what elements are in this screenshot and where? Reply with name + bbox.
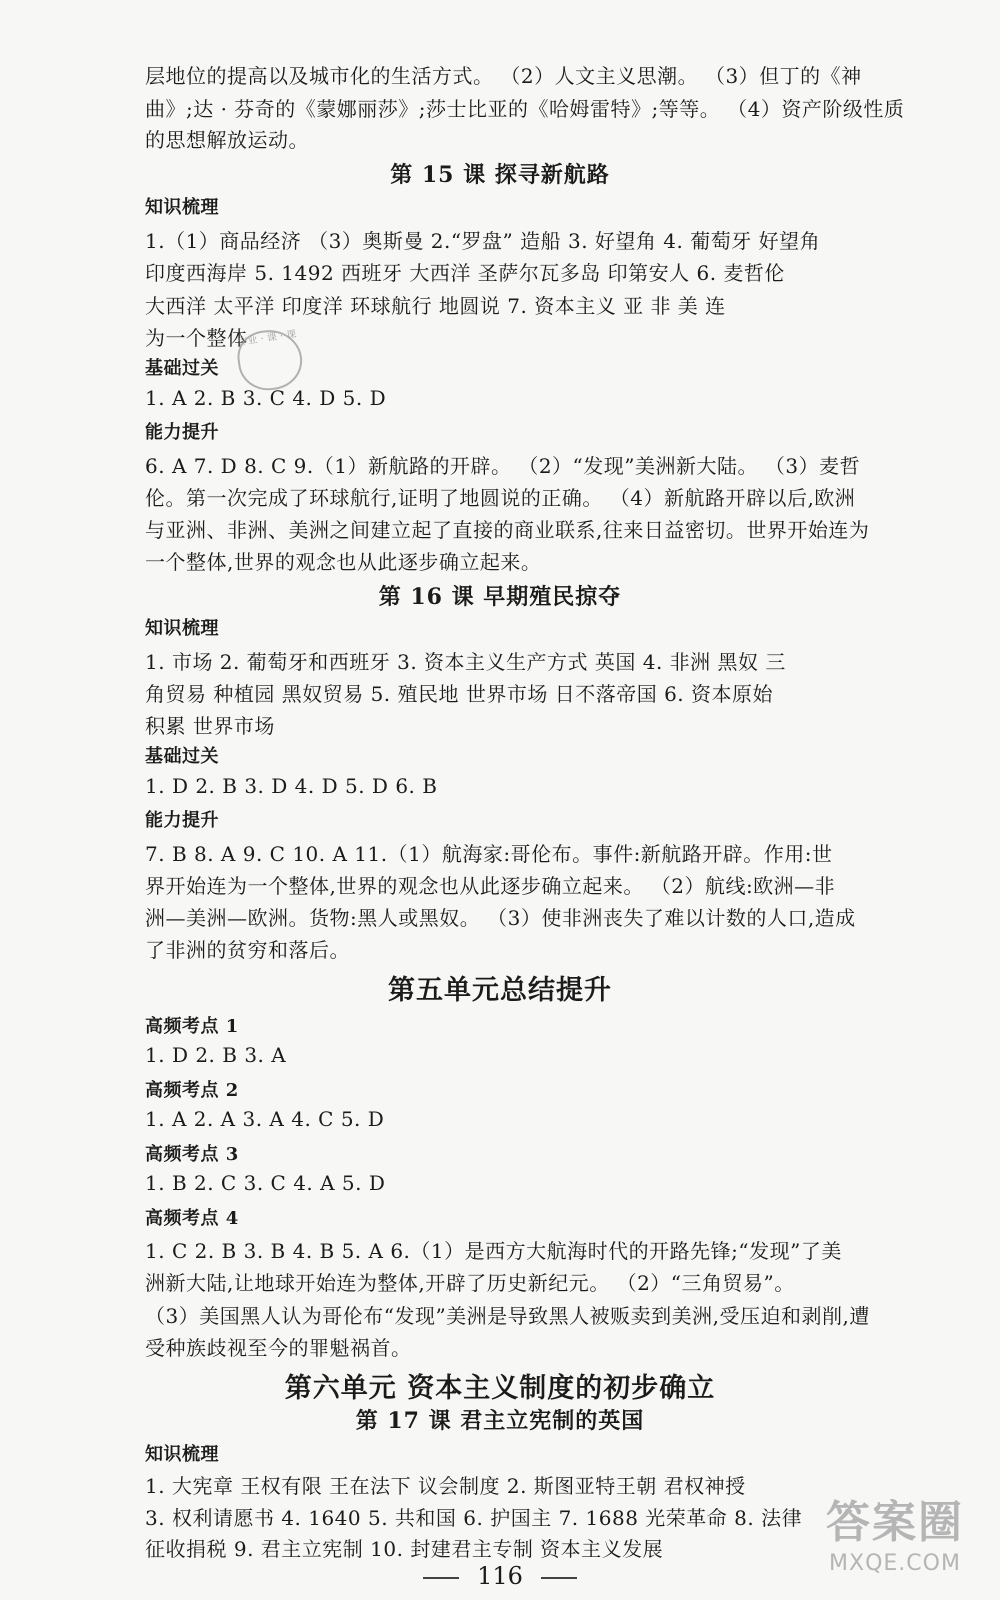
- text-line: 积累 世界市场: [145, 714, 275, 738]
- text-line: 1.（1）商品经济 （3）奥斯曼 2.“罗盘” 造船 3. 好望角 4. 葡萄牙 好望角: [145, 229, 821, 253]
- section-label-basic: 基础过关: [145, 358, 219, 379]
- text-line: 大西洋 太平洋 印度洋 环球航行 地圆说 7. 资本主义 亚 非 美 连: [145, 294, 726, 318]
- section-label-knowledge: 知识梳理: [145, 1444, 219, 1465]
- text-line: 界开始连为一个整体,世界的观念也从此逐步确立起来。 （2）航线:欧洲—非: [145, 874, 836, 898]
- text-line: 1. C 2. B 3. B 4. B 5. A 6.（1）是西方大航海时代的开路先锋;“发现”了美: [145, 1239, 842, 1263]
- section-label-point-2: 高频考点 2: [145, 1080, 239, 1101]
- dash-left: [423, 1577, 459, 1579]
- text-line: 征收捐税 9. 君主立宪制 10. 封建君主专制 资本主义发展: [145, 1537, 664, 1561]
- section-label-basic: 基础过关: [145, 746, 219, 767]
- text-line: 受种族歧视至今的罪魁祸首。: [145, 1336, 412, 1360]
- lesson-16-title: 第 16 课 早期殖民掠夺: [378, 584, 622, 610]
- text-line: 洲—美洲—欧洲。货物:黑人或黑奴。 （3）使非洲丧失了难以计数的人口,造成: [145, 906, 856, 930]
- page-number-value: 116: [477, 1562, 523, 1590]
- text-line: 印度西海岸 5. 1492 西班牙 大西洋 圣萨尔瓦多岛 印第安人 6. 麦哲伦: [145, 261, 785, 285]
- lesson-15-title: 第 15 课 探寻新航路: [390, 162, 610, 188]
- text-line: 1. D 2. B 3. A: [145, 1043, 287, 1067]
- section-label-point-1: 高频考点 1: [145, 1016, 239, 1037]
- text-line: 6. A 7. D 8. C 9.（1）新航路的开辟。 （2）“发现”美洲新大陆。 （3）麦哲: [145, 454, 861, 478]
- lesson-17-title: 第 17 课 君主立宪制的英国: [355, 1408, 645, 1434]
- text-line: 伦。第一次完成了环球航行,证明了地圆说的正确。 （4）新航路开辟以后,欧洲: [145, 486, 856, 510]
- text-line: 曲》;达 · 芬奇的《蒙娜丽莎》;莎士比亚的《哈姆雷特》;等等。 （4）资产阶级性质: [145, 97, 905, 121]
- text-line: 一个整体,世界的观念也从此逐步确立起来。: [145, 550, 542, 574]
- watermark-sub: MXQE.COM: [829, 1551, 961, 1576]
- text-line: 1. 市场 2. 葡萄牙和西班牙 3. 资本主义生产方式 英国 4. 非洲 黑奴 三: [145, 650, 786, 674]
- dash-right: [541, 1577, 577, 1579]
- text-line: 1. 大宪章 王权有限 王在法下 议会制度 2. 斯图亚特王朝 君权神授: [145, 1474, 746, 1498]
- text-line: （3）美国黑人认为哥伦布“发现”美洲是导致黑人被贩卖到美洲,受压迫和剥削,遭: [145, 1304, 870, 1328]
- unit-5-title: 第五单元总结提升: [388, 975, 612, 1006]
- text-line: 1. D 2. B 3. D 4. D 5. D 6. B: [145, 774, 438, 798]
- section-label-knowledge: 知识梳理: [145, 618, 219, 639]
- stamp-icon: 作业 · 课 · 课: [234, 326, 306, 394]
- section-label-point-3: 高频考点 3: [145, 1144, 239, 1165]
- section-label-ability: 能力提升: [145, 810, 219, 831]
- text-line: 的思想解放运动。: [145, 128, 309, 152]
- section-label-knowledge: 知识梳理: [145, 197, 219, 218]
- text-line: 1. A 2. B 3. C 4. D 5. D: [145, 386, 387, 410]
- text-line: 洲新大陆,让地球开始连为整体,开辟了历史新纪元。 （2）“三角贸易”。: [145, 1271, 795, 1295]
- text-line: 7. B 8. A 9. C 10. A 11.（1）航海家:哥伦布。事件:新航路开辟。作用:世: [145, 842, 833, 866]
- text-line: 了非洲的贫穷和落后。: [145, 938, 350, 962]
- section-label-ability: 能力提升: [145, 422, 219, 443]
- watermark-logo: [800, 1495, 990, 1595]
- text-line: 为一个整体: [145, 326, 248, 350]
- text-line: 与亚洲、非洲、美洲之间建立起了直接的商业联系,往来日益密切。世界开始连为: [145, 518, 870, 542]
- text-line: 1. A 2. A 3. A 4. C 5. D: [145, 1107, 385, 1131]
- text-line: 角贸易 种植园 黑奴贸易 5. 殖民地 世界市场 日不落帝国 6. 资本原始: [145, 682, 774, 706]
- text-line: 3. 权利请愿书 4. 1640 5. 共和国 6. 护国主 7. 1688 光荣革命 8. 法律: [145, 1506, 803, 1530]
- section-label-point-4: 高频考点 4: [145, 1208, 239, 1229]
- text-line: 层地位的提高以及城市化的生活方式。 （2）人文主义思潮。 （3）但丁的《神: [145, 64, 862, 88]
- unit-6-title: 第六单元 资本主义制度的初步确立: [284, 1373, 716, 1404]
- text-line: 1. B 2. C 3. C 4. A 5. D: [145, 1171, 386, 1195]
- watermark-main: 答案圈: [826, 1497, 964, 1548]
